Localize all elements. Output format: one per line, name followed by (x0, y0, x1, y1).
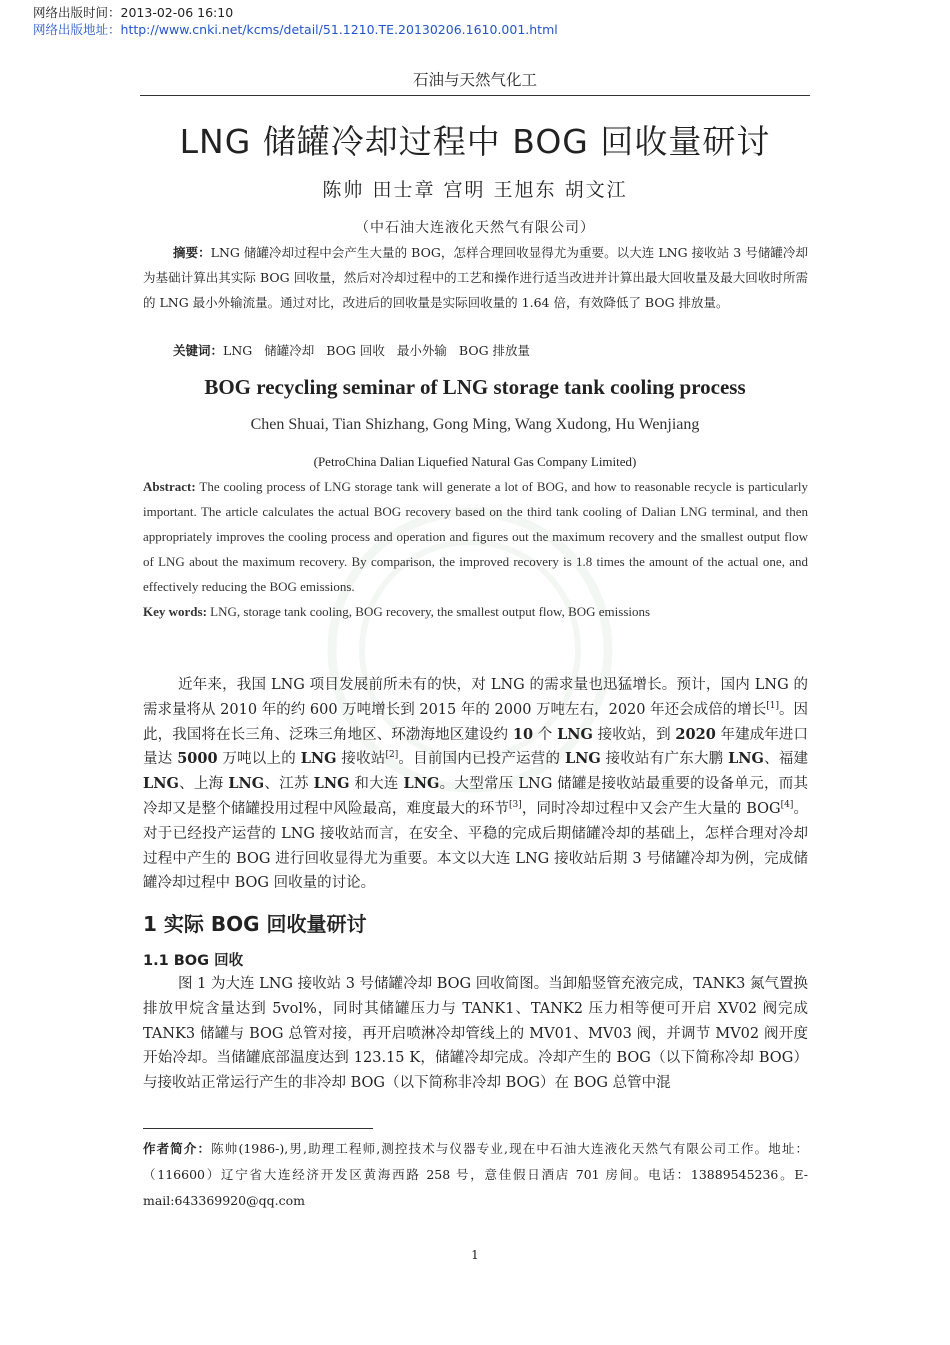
text-run: 。对于已经投产运营的 LNG 接收站而言，在安全、平稳的完成后期储罐冷却的基础上，怎样合理对冷却过程中产生的 BOG 进行回收显得尤为重要。本文以大连 LNG 接收站后期 3 号储罐冷却为例，完成储罐冷却过程中 BOG 回收量的讨论。 (143, 800, 808, 892)
keywords-cn (173, 340, 542, 362)
text-run-bold: 10 (512, 725, 534, 743)
text-run-bold: LNG (728, 750, 764, 768)
text-run: 、江苏 (264, 776, 314, 793)
abstract-cn (143, 240, 808, 315)
text-run: 个 (533, 726, 558, 743)
author-footnote (143, 1136, 808, 1214)
text-run: 近年来，我国 LNG 项目发展前所未有的快，对 LNG 的需求量也迅猛增长。预计，国内 LNG 的需求量将从 2010 年的约 600 万吨增长到 2015 年的 2000 万吨左右，2020 年还会成倍的增长 (143, 677, 808, 718)
citation-ref[interactable]: [4] (780, 800, 794, 811)
abstract-en-text: The cooling process of LNG storage tank will generate a lot of BOG, and how to reasonable recycle is particularly important. The article calculates the actual BOG recovery based on the third tank cooling of Dalian LNG terminal, and then appropriately improves the cooling process and operation and figures out the maximum recovery and the smallest output flow of LNG about the maximum recovery. By comparison, the improved recovery is 1.8 times the amount of the actual one, and effectively reducing the BOG emissions. (143, 479, 808, 594)
text-run-bold: LNG (557, 725, 593, 743)
text-run: 、上海 (178, 776, 229, 793)
footnote-divider (143, 1128, 373, 1129)
text-run-bold: LNG (228, 775, 265, 793)
keyword-cn: LNG (223, 343, 253, 358)
text-run: 万吨以上的 (217, 751, 301, 768)
abstract-cn-label: 摘要： (173, 245, 211, 260)
keyword-cn: 储罐冷却 (264, 343, 315, 358)
publish-url-label: 网络出版地址： (33, 22, 121, 37)
publish-time-row (33, 4, 558, 21)
text-run-bold: 2020 (675, 725, 716, 743)
text-run: 。目前国内已投产运营的 (398, 751, 565, 768)
publish-time: 2013-02-06 16:10 (120, 5, 234, 20)
affiliation-cn: （中石油大连液化天然气有限公司） (355, 220, 595, 236)
section-heading: 1 实际 BOG 回收量研讨 (143, 912, 367, 936)
citation-ref[interactable]: [3] (508, 800, 522, 811)
text-run-bold: LNG (564, 750, 601, 768)
affiliation-en: (PetroChina Dalian Liquefied Natural Gas Company Limited) (313, 454, 637, 469)
keyword-cn: BOG 回收 (326, 343, 385, 358)
authors-en: Chen Shuai, Tian Shizhang, Gong Ming, Wang Xudong, Hu Wenjiang (250, 416, 700, 433)
keywords-en-label: Key words: (143, 604, 207, 619)
text-run-bold: LNG (300, 750, 337, 768)
text-run: 接收站 (336, 751, 386, 768)
publish-time-label: 网络出版时间： (33, 5, 121, 20)
citation-ref[interactable]: [2] (385, 750, 399, 761)
keywords-en-text: LNG, storage tank cooling, BOG recovery, the smallest output flow, BOG emissions (206, 604, 651, 619)
authors-cn: 陈帅 田士章 宫明 王旭东 胡文江 (322, 179, 628, 201)
intro-paragraph (143, 673, 808, 896)
publish-url-link[interactable]: http://www.cnki.net/kcms/detail/51.1210.TE.20130206.1610.001.html (120, 22, 558, 37)
abstract-en (143, 474, 808, 599)
text-run-bold: LNG (403, 775, 440, 793)
citation-ref[interactable]: [1] (766, 700, 779, 711)
text-run: 。大型常压 LNG 储罐是接收站最重要的设备单元，而其冷却又是整个储罐投用过程中风险最高，难度最大的环节 (143, 776, 809, 817)
section-paragraph: 图 1 为大连 LNG 接收站 3 号储罐冷却 BOG 回收简图。当卸船竖管充液完成，TANK3 氮气置换排放甲烷含量达到 5vol%，同时其储罐压力与 TANK1、TANK2 压力相等便可开启 XV02 阀完成 TANK3 储罐与 BOG 总管对接，再开启喷淋冷却管线上的 MV01、MV03 阀，并调节 MV02 阀开度开始冷却。当储罐底部温度达到 123.15 K，储罐冷却完成。冷却产生的 BOG（以下简称冷却 BOG）与接收站正常运行产生的非冷却 BOG（以下简称非冷却 BOG）在 BOG 总管中混 (143, 976, 808, 1092)
text-run: 接收站有广东大鹏 (600, 751, 729, 768)
footnote-label: 作者简介： (143, 1141, 212, 1156)
paper-title-cn: LNG 储罐冷却过程中 BOG 回收量研讨 (179, 122, 771, 161)
abstract-en-label: Abstract: (143, 479, 196, 494)
text-run: 、福建 (763, 751, 809, 768)
abstract-cn-text: LNG 储罐冷却过程中会产生大量的 BOG，怎样合理回收显得尤为重要。以大连 LNG 接收站 3 号储罐冷却为基础计算出其实际 BOG 回收量，然后对冷却过程中的工艺和操作进行适当改进并计算出最大回收量及最大回收时所需的 LNG 最小外输流量。通过对比，改进后的回收量是实际回收量的 1.64 倍，有效降低了 BOG 排放量。 (143, 245, 808, 310)
publish-url-row (33, 21, 558, 38)
publication-meta (33, 4, 558, 38)
text-run-bold: 5000 (177, 750, 218, 768)
keyword-cn: 最小外输 (396, 343, 447, 358)
footnote-text: 陈帅(1986-),男,助理工程师,测控技术与仪器专业,现在中石油大连液化天然气有限公司工作。地址：（116600）辽宁省大连经济开发区黄海西路 258 号，意佳假日酒店 701 房间。电话：13889545236。E-mail:643369920@qq.com (143, 1141, 808, 1208)
paper-title-en: BOG recycling seminar of LNG storage tank cooling process (204, 375, 746, 399)
text-run-bold: LNG (143, 775, 179, 793)
journal-header: 石油与天然气化工 (140, 70, 810, 96)
text-run: 年建成年进口量达 (143, 726, 809, 768)
text-run: 接收站，到 (592, 726, 676, 743)
page-number: 1 (471, 1248, 479, 1262)
keyword-cn: BOG 排放量 (458, 343, 531, 358)
keywords-en (143, 599, 650, 624)
subsection-heading: 1.1 BOG 回收 (143, 953, 244, 969)
text-run: 和大连 (349, 776, 404, 793)
keywords-cn-label: 关键词： (173, 343, 224, 358)
text-run-bold: LNG (313, 775, 350, 793)
text-run: 。因此，我国将在长三角、泛珠三角地区、环渤海地区建设约 (143, 701, 809, 743)
text-run: ，同时冷却过程中又会产生大量的 BOG (521, 800, 781, 817)
